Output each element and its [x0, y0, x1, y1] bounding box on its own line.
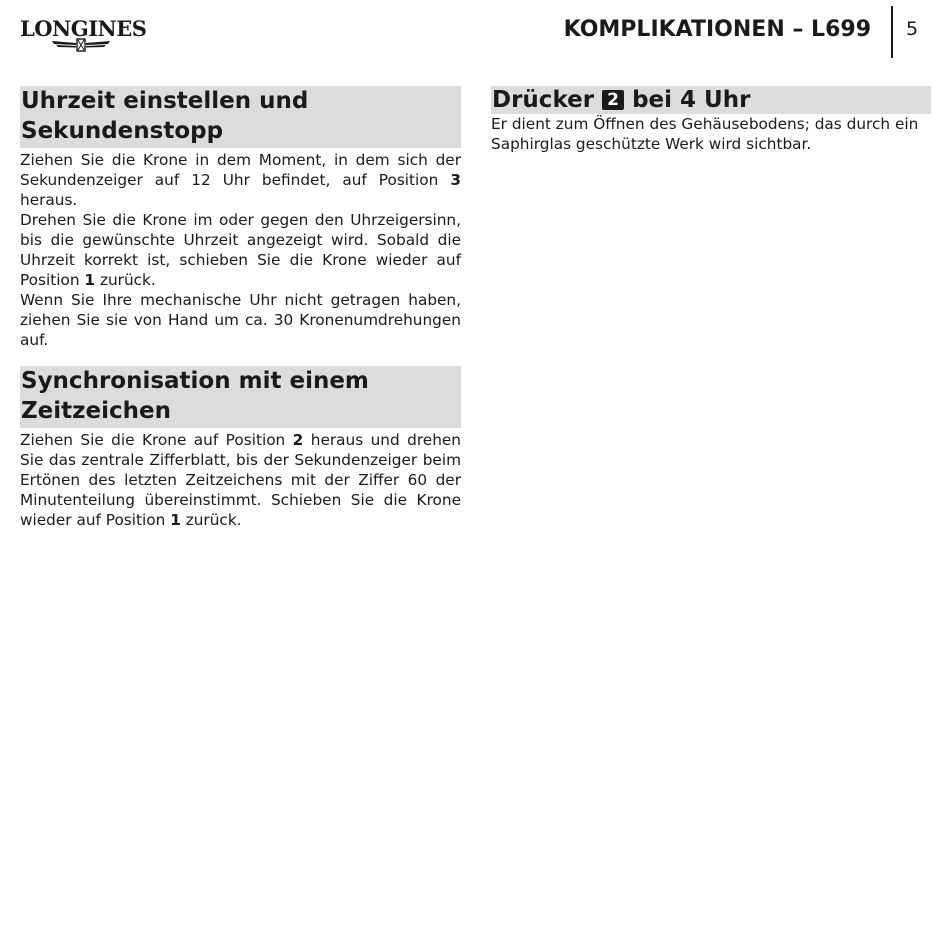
paragraph: Wenn Sie Ihre mechanische Uhr nicht getragen haben, ziehen Sie sie von Hand um ca. 30 Kronenumdrehungen auf. [20, 291, 461, 349]
page-number: 5 [906, 18, 919, 40]
position-number: 1 [84, 271, 96, 289]
paragraph: Er dient zum Öffnen des Gehäusebodens; das durch ein Saphirglas geschützte Werk wird sichtbar. [491, 115, 919, 153]
section-pusher [491, 86, 931, 154]
document-title: KOMPLIKATIONEN – L699 [563, 17, 871, 42]
header-divider [891, 6, 893, 58]
paragraph: Drehen Sie die Krone im oder gegen den Uhrzeigersinn, bis die gewünschte Uhrzeit angezeigt wird. Sobald die Uhrzeit korrekt ist, schieben Sie die Krone wieder auf Position 1 zurück. [20, 211, 461, 289]
section-heading: Drücker 2 bei 4 Uhr [491, 86, 931, 114]
position-number: 3 [450, 171, 461, 189]
right-column [491, 86, 931, 154]
brand-logo-text: LONGINES [20, 16, 147, 41]
pusher-number-badge: 2 [602, 90, 624, 110]
brand-logo [20, 14, 155, 56]
position-number: 1 [170, 511, 181, 529]
section-heading: Synchronisation mit einem Zeitzeichen [20, 366, 461, 428]
position-number: 2 [292, 431, 304, 449]
winged-hourglass-icon [50, 38, 112, 52]
left-column [20, 86, 461, 530]
paragraph: Ziehen Sie die Krone auf Position 2 heraus und drehen Sie das zentrale Zifferblatt, bis der Sekundenzeiger beim Ertönen des letzten Zeitzeichens mit der Ziffer 60 der Minutenteilung übereinstimmt. Schieben Sie die Krone wieder auf Position 1 zurück. [20, 431, 461, 529]
section-heading: Uhrzeit einstellen und Sekundenstopp [20, 86, 461, 148]
section-synchronisation [20, 366, 461, 530]
paragraph: Ziehen Sie die Krone in dem Moment, in dem sich der Sekundenzeiger auf 12 Uhr befindet, auf Position 3 heraus. [20, 151, 461, 209]
section-time-setting [20, 86, 461, 350]
